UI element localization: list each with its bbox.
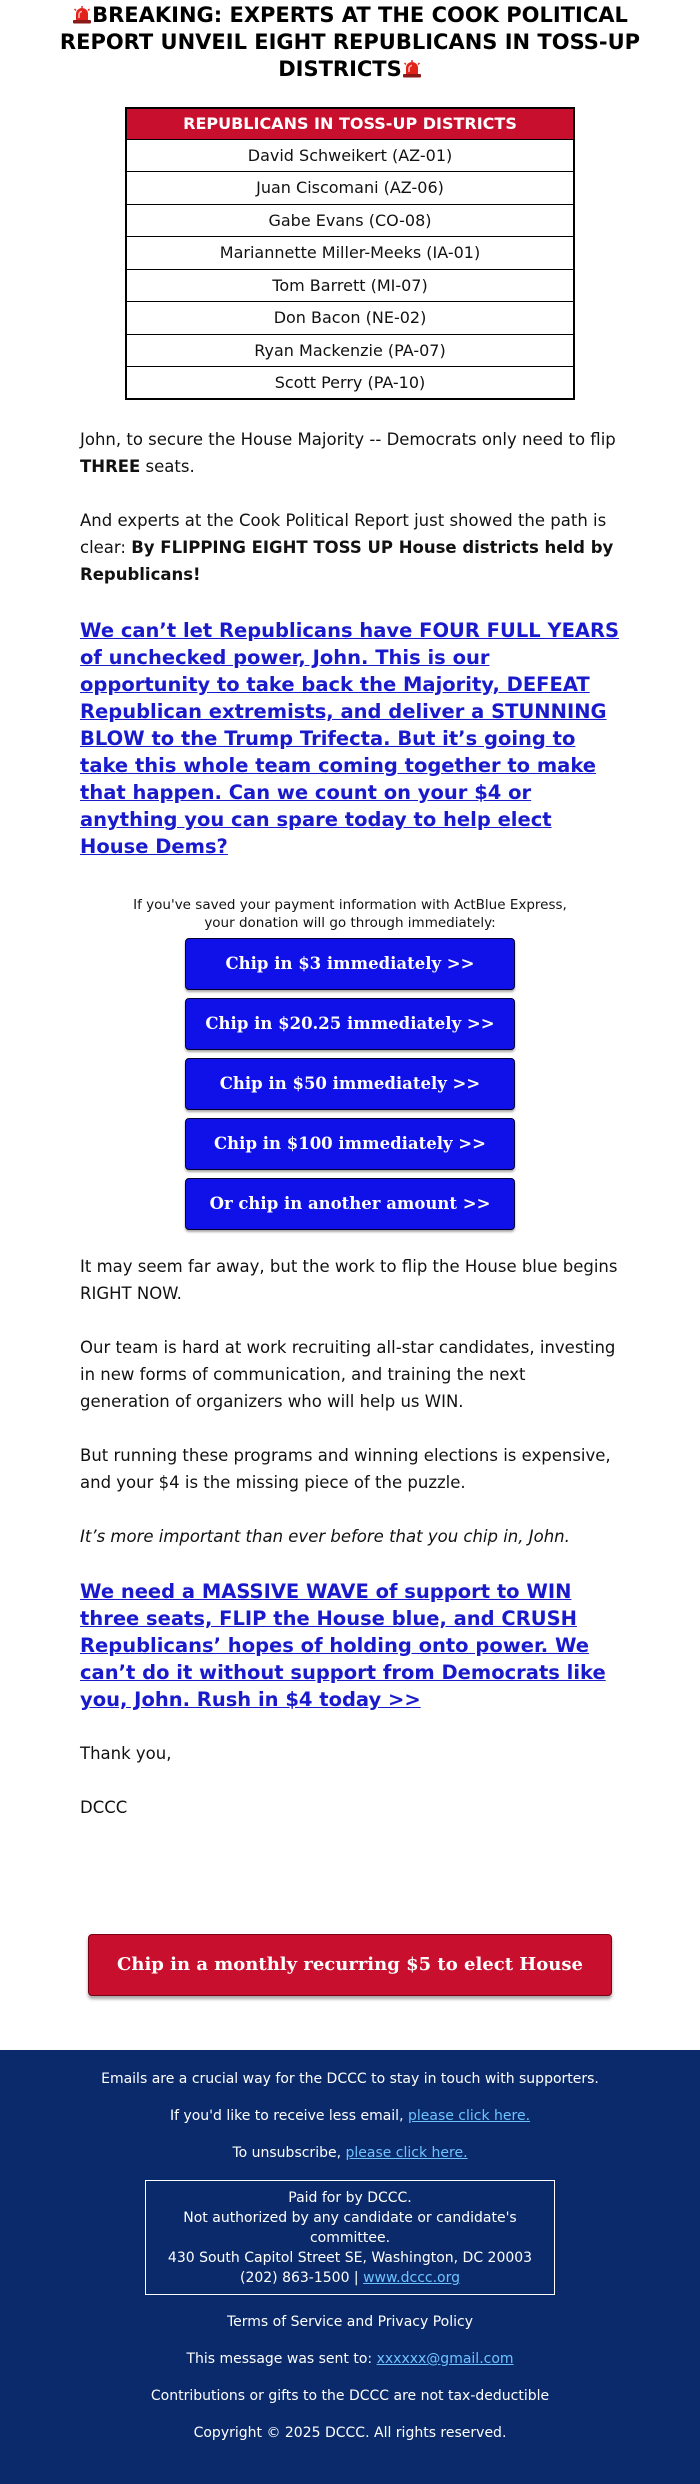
table-header-row [126, 108, 574, 139]
paid-for-box [145, 2180, 555, 2295]
recipient-email-link[interactable]: xxxxxx@gmail.com [376, 2351, 514, 2367]
intro-text: And experts at the Cook Political Report just showed the path is clear: [80, 511, 607, 557]
signoff-thanks: Thank you, [80, 1744, 172, 1763]
monthly-button-wrap [0, 1934, 700, 2035]
intro-text-end: seats. [140, 457, 195, 476]
website-link[interactable]: www.dccc.org [363, 2270, 461, 2286]
table-cell: Tom Barrett (MI-07) [126, 269, 574, 302]
footer [0, 2050, 700, 2484]
toss-up-table [125, 107, 575, 400]
headline [50, 0, 650, 83]
monthly-recurring-button[interactable]: Chip in a monthly recurring $5 to elect House Dems >> [88, 1934, 612, 1996]
intro-paragraph-1 [80, 426, 620, 480]
table-row [126, 237, 574, 270]
table-row [126, 302, 574, 335]
table-header: REPUBLICANS IN TOSS-UP DISTRICTS [126, 108, 574, 139]
table-row [126, 139, 574, 172]
chip-in-other-amount-button[interactable]: Or chip in another amount >> [185, 1178, 515, 1230]
footer-text: If you'd like to receive less email, [169, 2108, 408, 2124]
less-email-link[interactable]: please click here. [407, 2108, 531, 2124]
table-row [126, 334, 574, 367]
chip-in-20-25-button[interactable]: Chip in $20.25 immediately >> [185, 998, 515, 1050]
table-cell: Scott Perry (PA-10) [126, 367, 574, 400]
headline-text: BREAKING: EXPERTS AT THE COOK POLITICAL REPORT UNVEIL EIGHT REPUBLICANS IN TOSS-UP DISTRICTS [59, 3, 641, 81]
intro-text: John, to secure the House Majority -- Democrats only need to flip [80, 430, 616, 449]
table-row [126, 172, 574, 205]
unsubscribe-link[interactable]: please click here. [345, 2145, 468, 2161]
footer-line: Emails are a crucial way for the DCCC to stay in touch with supporters. [101, 2071, 599, 2087]
sent-to [0, 2349, 700, 2369]
express-note-line: your donation will go through immediately: [204, 915, 496, 931]
phone-website [150, 2268, 550, 2288]
terms-privacy[interactable]: Terms of Service and Privacy Policy [226, 2314, 473, 2330]
body-paragraph-italic: It’s more important than ever before that you chip in, John. [80, 1527, 570, 1546]
table-cell: David Schweikert (AZ-01) [126, 139, 574, 172]
chip-in-50-button[interactable]: Chip in $50 immediately >> [185, 1058, 515, 1110]
copyright: Copyright © 2025 DCCC. All rights reserved. [193, 2425, 507, 2441]
table-cell: Don Bacon (NE-02) [126, 302, 574, 335]
table-cell: Juan Ciscomani (AZ-06) [126, 172, 574, 205]
email-body-bottom [80, 1253, 620, 1821]
table-row [126, 204, 574, 237]
body-paragraph: It may seem far away, but the work to flip the House blue begins RIGHT NOW. [80, 1257, 618, 1303]
donation-button-stack [185, 938, 515, 1230]
footer-text: To unsubscribe, [232, 2145, 346, 2161]
chip-in-100-button[interactable]: Chip in $100 immediately >> [185, 1118, 515, 1170]
intro-bold: By FLIPPING EIGHT TOSS UP House districts held by Republicans! [80, 538, 614, 584]
footer-text: This message was sent to: [186, 2351, 377, 2367]
intro-bold: THREE [80, 457, 141, 476]
table-cell: Ryan Mackenzie (PA-07) [126, 334, 574, 367]
siren-icon [402, 60, 422, 78]
actblue-express-note [80, 896, 620, 932]
table-row [126, 367, 574, 400]
table-cell: Mariannette Miller-Meeks (IA-01) [126, 237, 574, 270]
tax-notice: Contributions or gifts to the DCCC are not tax-deductible [150, 2388, 550, 2404]
signoff-org: DCCC [80, 1798, 128, 1817]
chip-in-3-button[interactable]: Chip in $3 immediately >> [185, 938, 515, 990]
footer-unsubscribe [0, 2143, 700, 2163]
address: 430 South Capitol Street SE, Washington, DC 20003 [167, 2250, 533, 2266]
email-body-top [80, 426, 620, 860]
table-row [126, 269, 574, 302]
donate-ask-link[interactable]: We need a MASSIVE WAVE of support to WIN three seats, FLIP the House blue, and CRUSH Republicans’ hopes of holding onto power. We can’t do it without support from Democrats like you, John. Rush in $4 today >> [80, 1580, 606, 1711]
siren-icon [72, 6, 92, 24]
paid-by: Paid for by DCCC. [288, 2190, 412, 2206]
phone: (202) 863-1500 | [239, 2270, 364, 2286]
body-paragraph: But running these programs and winning elections is expensive, and your $4 is the missing piece of the puzzle. [80, 1446, 611, 1492]
table-cell: Gabe Evans (CO-08) [126, 204, 574, 237]
express-note-line: If you've saved your payment information with ActBlue Express, [133, 897, 567, 913]
footer-less-email [0, 2106, 700, 2126]
intro-paragraph-2 [80, 507, 620, 588]
body-paragraph: Our team is hard at work recruiting all-star candidates, investing in new forms of communication, and training the next generation of organizers who will help us WIN. [80, 1338, 616, 1411]
donate-ask-link[interactable]: We can’t let Republicans have FOUR FULL YEARS of unchecked power, John. This is our opportunity to take back the Majority, DEFEAT Republican extremists, and deliver a STUNNING BLOW to the Trump Trifecta. But it’s going to take this whole team coming together to make that happen. Can we count on your $4 or anything you can spare today to help elect House Dems? [80, 619, 620, 858]
not-authorized: Not authorized by any candidate or candidate's committee. [183, 2210, 517, 2246]
